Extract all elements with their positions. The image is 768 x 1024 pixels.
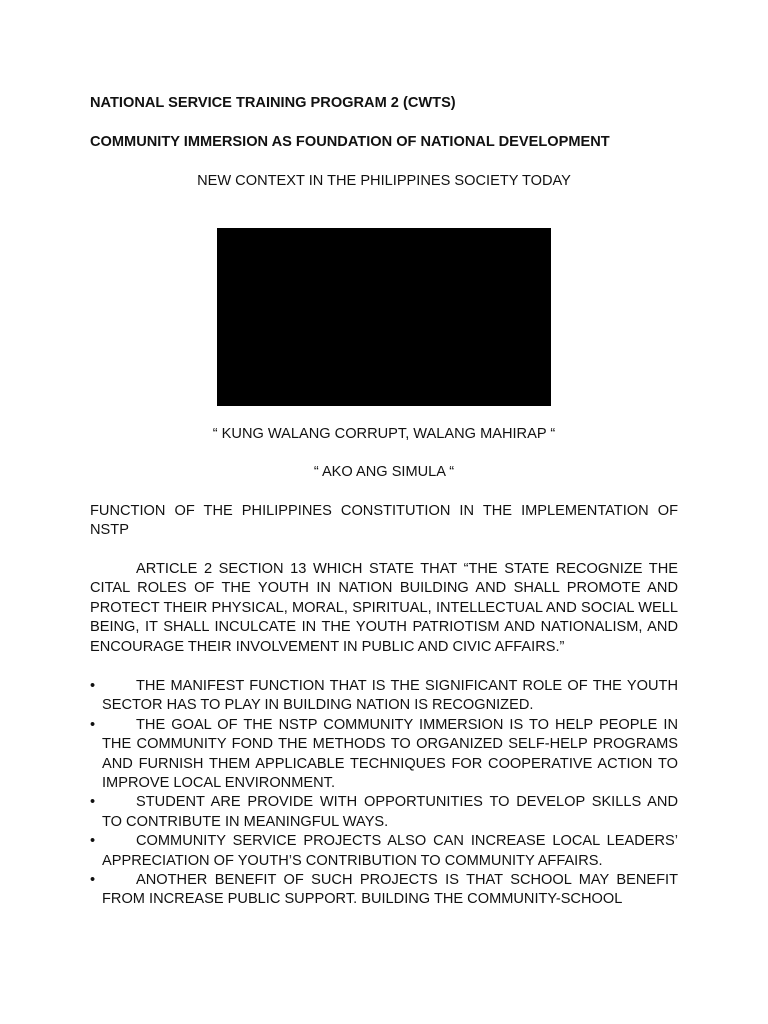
list-item-text: ANOTHER BENEFIT OF SUCH PROJECTS IS THAT SCHOOL MAY BENEFIT FROM INCREASE PUBLIC SUPPORT. BUILDING THE COMMUNITY-SCHOOL	[102, 872, 678, 908]
list-item	[90, 716, 678, 794]
bullet-icon: •	[90, 678, 96, 694]
bullet-icon: •	[90, 833, 96, 850]
quote-ako-ang-simula: “ AKO ANG SIMULA “	[313, 464, 455, 480]
list-item-text: THE MANIFEST FUNCTION THAT IS THE SIGNIFICANT ROLE OF THE YOUTH SECTOR HAS TO PLAY IN BUILDING NATION IS RECOGNIZED.	[102, 678, 678, 714]
list-item	[90, 871, 678, 910]
redacted-image	[217, 228, 551, 406]
bullet-icon: •	[90, 716, 96, 733]
bullet-list	[90, 677, 678, 910]
list-item	[90, 677, 678, 716]
list-item	[90, 832, 678, 871]
document-subtitle: NEW CONTEXT IN THE PHILIPPINES SOCIETY TODAY	[197, 173, 571, 189]
list-item	[90, 793, 678, 832]
section-title: FUNCTION OF THE PHILIPPINES CONSTITUTION IN THE IMPLEMENTATION OF NSTP	[90, 503, 678, 539]
document-heading-program: NATIONAL SERVICE TRAINING PROGRAM 2 (CWTS)	[90, 95, 456, 111]
document-heading-topic: COMMUNITY IMMERSION AS FOUNDATION OF NATIONAL DEVELOPMENT	[90, 134, 610, 150]
list-item-text: STUDENT ARE PROVIDE WITH OPPORTUNITIES TO DEVELOP SKILLS AND TO CONTRIBUTE IN MEANINGFUL WAYS.	[102, 794, 678, 830]
list-item-text: COMMUNITY SERVICE PROJECTS ALSO CAN INCREASE LOCAL LEADERS’ APPRECIATION OF YOUTH’S CONTRIBUTION TO COMMUNITY AFFAIRS.	[102, 833, 678, 869]
list-item-text: THE GOAL OF THE NSTP COMMUNITY IMMERSION IS TO HELP PEOPLE IN THE COMMUNITY FOND THE METHODS TO ORGANIZED SELF-HELP PROGRAMS AND FURNISH THEM APPLICABLE TECHNIQUES FOR COOPERATIVE ACTION TO IMPROVE LOCAL ENVIRONMENT.	[102, 716, 678, 792]
quote-kung-walang-corrupt: “ KUNG WALANG CORRUPT, WALANG MAHIRAP “	[212, 426, 556, 442]
bullet-icon: •	[90, 872, 96, 889]
bullet-icon: •	[90, 794, 96, 811]
article-paragraph: ARTICLE 2 SECTION 13 WHICH STATE THAT “THE STATE RECOGNIZE THE CITAL ROLES OF THE YOUTH IN NATION BUILDING AND SHALL PROMOTE AND PROTECT THEIR PHYSICAL, MORAL, SPIRITUAL, INTELLECTUAL AND SOCIAL WELL BEING, IT SHALL INCULCATE IN THE YOUTH PATRIOTISM AND NATIONALISM, AND ENCOURAGE THEIR INVOLVEMENT IN PUBLIC AND CIVIC AFFAIRS.”	[90, 561, 678, 655]
